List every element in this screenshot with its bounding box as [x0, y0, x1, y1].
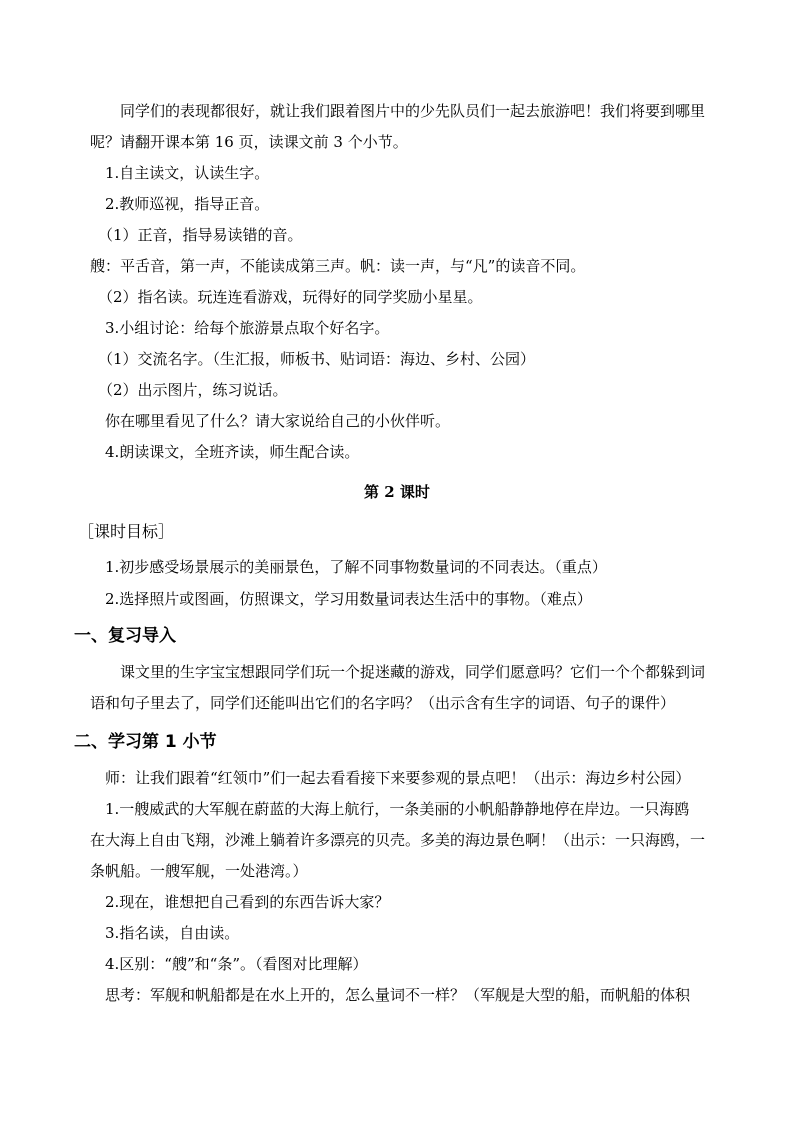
list-item: 3.指名读，自由读。 [105, 924, 240, 942]
paragraph-line: 艘：平舌音，第一声，不能读成第三声。帆：读一声，与“凡”的读音不同。 [90, 257, 586, 275]
sub-list-item: （2）指名读。玩连连看游戏，玩得好的同学奖励小星星。 [98, 288, 483, 306]
section-heading: 二、学习第 1 小节 [74, 732, 217, 752]
paragraph-line: 你在哪里看见了什么？请大家说给自己的小伙伴听。 [105, 412, 451, 430]
list-item: 1.自主读文，认读生字。 [105, 164, 270, 182]
sub-list-item: （1）正音，指导易读错的音。 [98, 226, 303, 244]
objective-item: 1.初步感受场景展示的美丽景色，了解不同事物数量词的不同表达。（重点） [105, 558, 607, 576]
lesson-title: 第 2 课时 [364, 483, 430, 501]
list-item: 2.教师巡视，指导正音。 [105, 195, 270, 213]
paragraph-line: 呢？请翻开课本第 16 页，读课文前 3 个小节。 [90, 133, 408, 151]
list-item: 3.小组讨论：给每个旅游景点取个好名字。 [105, 319, 390, 337]
section-heading: 一、复习导入 [74, 626, 176, 646]
paragraph-line: 在大海上自由飞翔，沙滩上躺着许多漂亮的贝壳。多美的海边景色啊！（出示：一只海鸥，一 [90, 831, 706, 849]
paragraph-line: 课文里的生字宝宝想跟同学们玩一个捉迷藏的游戏，同学们愿意吗？它们一个个都躲到词 [120, 663, 706, 681]
sub-list-item: （1）交流名字。（生汇报，师板书、贴词语：海边、乡村、公园） [98, 350, 536, 368]
paragraph-line: 师：让我们跟着“红领巾”们一起去看看接下来要参观的景点吧！（出示：海边乡村公园） [105, 769, 691, 787]
objectives-heading: ［课时目标］ [78, 522, 175, 541]
list-item: 1.一艘威武的大军舰在蔚蓝的大海上航行，一条美丽的小帆船静静地停在岸边。一只海鸥 [105, 800, 690, 818]
list-item: 2.现在，谁想把自己看到的东西告诉大家？ [105, 893, 390, 911]
objective-item: 2.选择照片或图画，仿照课文，学习用数量词表达生活中的事物。（难点） [105, 590, 592, 608]
paragraph-line: 思考：军舰和帆船都是在水上开的，怎么量词不一样？（军舰是大型的船，而帆船的体积 [105, 986, 691, 1004]
list-item: 4.朗读课文，全班齐读，师生配合读。 [105, 443, 360, 461]
list-item: 4.区别：“艘”和“条”。（看图对比理解） [105, 955, 368, 973]
paragraph-line: 条帆船。一艘军舰，一处港湾。） [90, 862, 308, 880]
paragraph-line: 语和句子里去了，同学们还能叫出它们的名字吗？（出示含有生字的词语、句子的课件） [90, 694, 676, 712]
paragraph-line: 同学们的表现都很好，就让我们跟着图片中的少先队员们一起去旅游吧！我们将要到哪里 [120, 102, 706, 120]
sub-list-item: （2）出示图片，练习说话。 [98, 381, 288, 399]
